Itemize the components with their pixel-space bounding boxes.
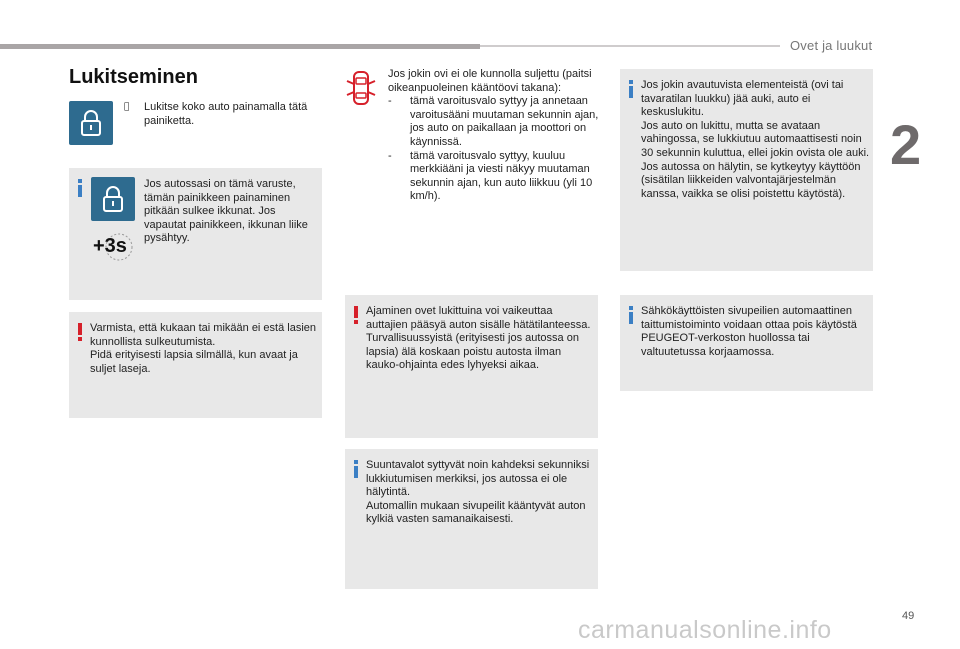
- info-icon: [354, 460, 358, 478]
- chapter-number: 2: [890, 113, 922, 176]
- warning-windows-line1: Varmista, että kukaan tai mikään ei estä lasien kunnollista sulkeutumista.: [90, 322, 317, 348]
- page-number: 49: [902, 610, 915, 622]
- info-indicators-line1: Suuntavalot syttyvät noin kahdeksi sekunniksi lukkiutumisen merkiksi, jos autossa ei ole hälytintä.: [366, 459, 590, 499]
- door-alert-item: - tämä varoitusvalo syttyy, kuuluu merkkiääni ja viesti näkyy muutaman sekunnin ajan, kun auto liikkuu (yli 10 km/h).: [388, 149, 593, 203]
- footer-watermark: carmanualsonline.info: [578, 616, 832, 644]
- lock-step-text: Lukitse koko auto painamalla tätä painiketta.: [144, 101, 308, 127]
- info-box-window-close: [69, 168, 322, 300]
- section-title: Lukitseminen: [69, 66, 198, 88]
- info-indicators-line2: Automallin mukaan sivupeilit kääntyvät auton kylkiä vasten samanaikaisesti.: [366, 499, 586, 526]
- info-mirrors-text: Sähkökäyttöisten sivupeilien automaattinen taittumistoiminto voidaan ottaa pois käytöstä PEUGEOT-verkoston huollossa tai valtuutetussa korjaamossa.: [641, 305, 857, 358]
- warning-box-windows: [69, 312, 322, 418]
- door-open-alert-icon: [346, 70, 376, 106]
- hold-3s-label: +3s: [93, 235, 127, 257]
- door-alert-intro: Jos jokin ovi ei ole kunnolla suljettu (paitsi oikeanpuoleinen kääntöovi takana):: [388, 68, 592, 94]
- header-rule-light: [480, 45, 780, 47]
- header-rule-dark: [0, 44, 480, 49]
- info-icon: [78, 179, 82, 197]
- warning-box-driving-locked: [345, 295, 598, 438]
- info-icon: [629, 306, 633, 324]
- warning-windows-line2: Pidä erityisesti lapsia silmällä, kun avaat ja suljet laseja.: [90, 349, 298, 375]
- info-icon: [629, 80, 633, 98]
- lock-step: [124, 101, 314, 128]
- info-box-mirrors: [620, 295, 873, 391]
- door-alert-text: [388, 68, 600, 204]
- step-bullet: [124, 101, 144, 128]
- warning-icon: [354, 306, 358, 324]
- lock-button-icon: [91, 177, 135, 221]
- door-alert-item: - tämä varoitusvalo syttyy ja annetaan varoitusääni muutaman sekunnin ajan, jos auto on paikallaan ja moottori on käynnissä.: [388, 95, 599, 148]
- info-box-indicators: [345, 449, 598, 589]
- warning-driving-line1: Ajaminen ovet lukittuina voi vaikeuttaa auttajien pääsyä auton sisälle hätätilanteessa.: [366, 305, 591, 331]
- info-central-line1: Jos jokin avautuvista elementeistä (ovi tai tavaratilan luukku) jää auki, auto ei keskuslukitu.: [641, 79, 844, 119]
- info-central-line3: Jos autossa on hälytin, se kytkeytyy käyttöön (sisätilan liikkeiden valvontajärjestelmän kanssa, vaikka se olisi poistettu käytöstä).: [641, 160, 861, 200]
- lock-button-icon: [69, 101, 113, 145]
- hold-3s-icon: [92, 232, 136, 262]
- info-central-line2: Jos auto on lukittu, mutta se avataan vahingossa, se lukkiutuu automaattisesti noin 30 sekunnin kuluttua, ellei jokin ovista ole auki.: [641, 119, 870, 159]
- info-box-central-locking: [620, 69, 873, 271]
- chapter-title: Ovet ja luukut: [790, 38, 873, 53]
- warning-icon: [78, 323, 82, 341]
- warning-driving-line2: Turvallisuussyistä (erityisesti jos autossa on lapsia) älä koskaan poistu autosta ilman kauko-ohjainta edes lyhyeksi aikaa.: [366, 332, 579, 372]
- padlock-icon: [102, 185, 124, 213]
- padlock-icon: [80, 109, 102, 137]
- info-window-close-text: Jos autossasi on tämä varuste, tämän painikkeen painaminen pitkään sulkee ikkunat. Jos vapautat painikkeen, ikkunan liike pysähtyy.: [144, 178, 308, 245]
